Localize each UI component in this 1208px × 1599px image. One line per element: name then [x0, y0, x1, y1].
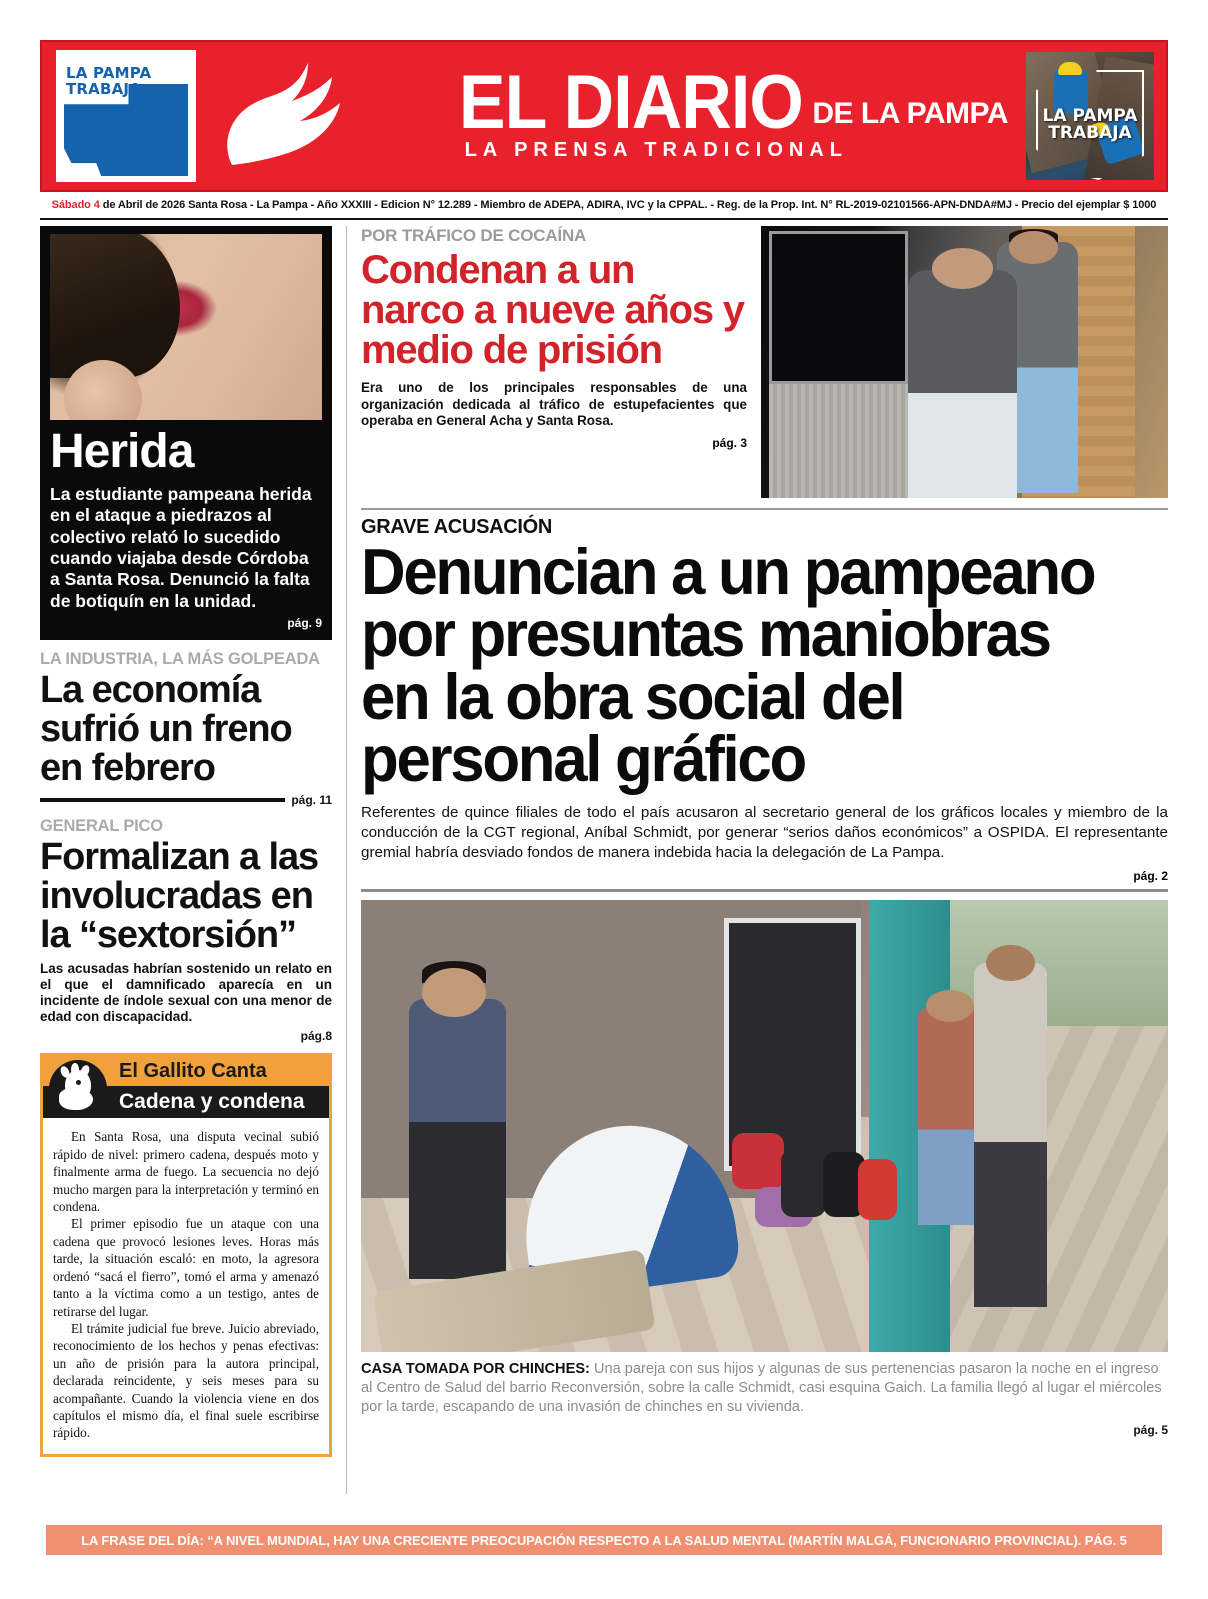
column-gutter	[332, 226, 346, 1494]
sextorsion-body: Las acusadas habrían sostenido un relato en el que el damnificado aparecía en un incidente de índole sexual con una menor de edad con discapacidad.	[40, 960, 332, 1025]
narco-page-ref[interactable]: pág. 3	[712, 435, 747, 450]
bag-black-1	[781, 1149, 826, 1217]
narco-kicker: POR TRÁFICO DE COCAÍNA	[361, 226, 587, 245]
rooster-body	[59, 1088, 93, 1110]
divider-rule-thick	[361, 889, 1168, 892]
left-column	[40, 226, 332, 1494]
gallito-paragraph: El trámite judicial fue breve. Juicio abreviado, reconocimiento de los hechos y penas efectivas: un año de prisión para la autora principal, declarada reincidente, y seis meses para su acompañante. Cuando la violencia viene en dos capítulos el mismo día, el final suele escribirse rápido.	[53, 1320, 319, 1441]
main-page-ref[interactable]: pág. 2	[1133, 868, 1168, 883]
economia-headline: La economía sufrió un freno en febrero	[40, 669, 292, 789]
gallito-subtitle: Cadena y condena	[119, 1090, 305, 1114]
bag-red-2	[858, 1159, 897, 1220]
narco-photo	[761, 226, 1168, 498]
caption-lead: CASA TOMADA POR CHINCHES:	[361, 1360, 590, 1377]
wall-panel-region	[769, 384, 907, 498]
economia-kicker: LA INDUSTRIA, LA MÁS GOLPEADA	[40, 650, 320, 669]
economia-page-ref[interactable]: pág. 11	[291, 793, 332, 808]
content-grid	[40, 226, 1168, 1494]
casa-tomada-page-ref[interactable]: pág. 5	[1133, 1422, 1168, 1437]
narco-body: Era uno de los principales responsables de una organización dedicada al tráfico de estupefacientes que operaba en General Acha y Santa Rosa.	[361, 380, 747, 429]
masthead-title-suffix: DE LA PAMPA	[812, 97, 1008, 131]
gallito-header	[43, 1056, 329, 1086]
officer-head	[1009, 231, 1058, 264]
glass-panel-region	[769, 231, 907, 383]
left-logo-line2: TRABAJA	[66, 79, 142, 98]
second-man-head	[986, 945, 1034, 981]
narco-headline: Condenan a un narco a nueve años y medio de prisión	[361, 248, 744, 372]
herida-body: La estudiante pampeana herida en el ataque a piedrazos al colectivo relató lo sucedido cuando viajaba desde Córdoba a Santa Rosa. Denunció la falta de botiquín en la unidad.	[50, 484, 312, 611]
left-logo-text	[66, 66, 151, 98]
la-pampa-trabaja-left-logo	[56, 50, 196, 182]
main-body: Referentes de quince filiales de todo el país acusaron al secretario general de los gráficos locales y miembro de la conducción de la CGT regional, Aníbal Schmidt, por generar “serios daños económicos” a OSPIDA. El representante gremial habría desviado fondos de manera indebida hacia la delegación de La Pampa.	[361, 803, 1168, 861]
hair-region	[50, 234, 180, 378]
casa-tomada-photo	[361, 900, 1168, 1352]
bag-red	[732, 1133, 784, 1189]
herida-page-ref[interactable]: pág. 9	[287, 616, 322, 631]
gallito-paragraph: En Santa Rosa, una disputa vecinal subió rápido de nivel: primero cadena, después moto y finalmente arma de fuego. La secuencia no dejó mucho margen para la interpretación y terminó en condena.	[53, 1129, 319, 1214]
story-casa-tomada[interactable]	[361, 900, 1168, 1437]
woman-figure	[918, 1008, 983, 1225]
standing-man-figure	[409, 999, 506, 1279]
divider-rule	[361, 508, 1168, 510]
right-logo-text	[1026, 108, 1154, 143]
frase-del-dia-bar[interactable]	[46, 1525, 1162, 1555]
la-pampa-trabaja-right-ad[interactable]	[1026, 52, 1154, 180]
column-el-gallito-canta[interactable]	[40, 1053, 332, 1457]
dateline-day: Sábado 4	[51, 199, 100, 211]
detainee-head	[932, 248, 993, 289]
left-logo-line1: LA PAMPA	[66, 64, 152, 82]
section-rule	[40, 798, 285, 802]
belongings-pile	[732, 1126, 893, 1244]
herida-photo	[50, 234, 322, 420]
gallito-brand: El Gallito Canta	[119, 1060, 267, 1083]
right-column	[346, 226, 1168, 1494]
caption-body: Una pareja con sus hijos y algunas de sus pertenencias pasaron la noche en el ingreso al Centro de Salud del barrio Reconversión, sobre la calle Schmidt, casi esquina Gaich. La familia llegó al lugar el miércoles por la tarde, escapando de una invasión de chinches en su vivienda.	[361, 1360, 1162, 1415]
woman-head	[926, 990, 974, 1022]
story-main[interactable]	[361, 516, 1168, 883]
sextorsion-page-ref[interactable]: pág.8	[300, 1029, 332, 1044]
story-sextorsion[interactable]	[40, 817, 332, 1043]
main-headline: Denuncian a un pampeano por presuntas maniobras en la obra social del personal gráfico	[361, 535, 1095, 796]
frase-del-dia-text: LA FRASE DEL DÍA: “A NIVEL MUNDIAL, HAY UNA CRECIENTE PREOCUPACIÓN RESPECTO A LA SALUD MENTAL (MARTÍN MALGÁ, FUNCIONARIO PROVINCIAL). PÁG. 5	[81, 1532, 1127, 1548]
dateline-bar	[40, 192, 1168, 220]
masthead	[40, 40, 1168, 192]
right-logo-line1: LA PAMPA	[1042, 106, 1138, 126]
right-logo-line2: TRABAJA	[1048, 123, 1132, 144]
story-economia[interactable]	[40, 650, 332, 807]
economia-rule-row	[40, 793, 332, 807]
sextorsion-kicker: GENERAL PICO	[40, 817, 163, 836]
la-pampa-map-shape-icon	[64, 79, 188, 176]
page-title: EL DIARIO	[458, 59, 803, 145]
story-narco[interactable]	[361, 226, 1168, 498]
casa-tomada-caption	[361, 1360, 1168, 1417]
gallito-paragraph: El primer episodio fue un ataque con una cadena que provocó lesiones leves. Horas más tarde, la situación escaló: en moto, la agresora ordenó “sacá el fierro”, tomó el arma y amenazó tanto a la víctima como a un testigo, antes de retirarse del lugar.	[53, 1216, 319, 1319]
narco-text-block	[361, 226, 747, 498]
sextorsion-headline: Formalizan a las involucradas en la “sextorsión”	[40, 836, 319, 956]
hard-hat-icon-1	[1058, 62, 1082, 75]
second-man-figure	[974, 963, 1047, 1307]
masthead-title-block	[381, 42, 1026, 190]
dateline-details: de Abril de 2026 Santa Rosa - La Pampa - Año XXXIII - Edicion N° 12.289 - Miembro de ADEPA, ADIRA, IVC y la CPPAL. - Reg. de la Prop. Int. N° RL-2019-02101566-APN-DNDA#MJ - Precio del ejemplar $ 1000	[102, 199, 1157, 211]
masthead-tagline: LA PRENSA TRADICIONAL	[464, 139, 848, 162]
caldenal-bird-logo-icon	[196, 42, 381, 190]
gallito-body	[43, 1118, 329, 1454]
herida-headline: Herida	[50, 425, 194, 478]
detainee-figure	[908, 270, 1018, 498]
standing-man-head	[422, 968, 487, 1018]
story-herida[interactable]	[40, 226, 332, 640]
rooster-icon	[49, 1060, 107, 1118]
main-kicker: GRAVE ACUSACIÓN	[361, 516, 553, 538]
